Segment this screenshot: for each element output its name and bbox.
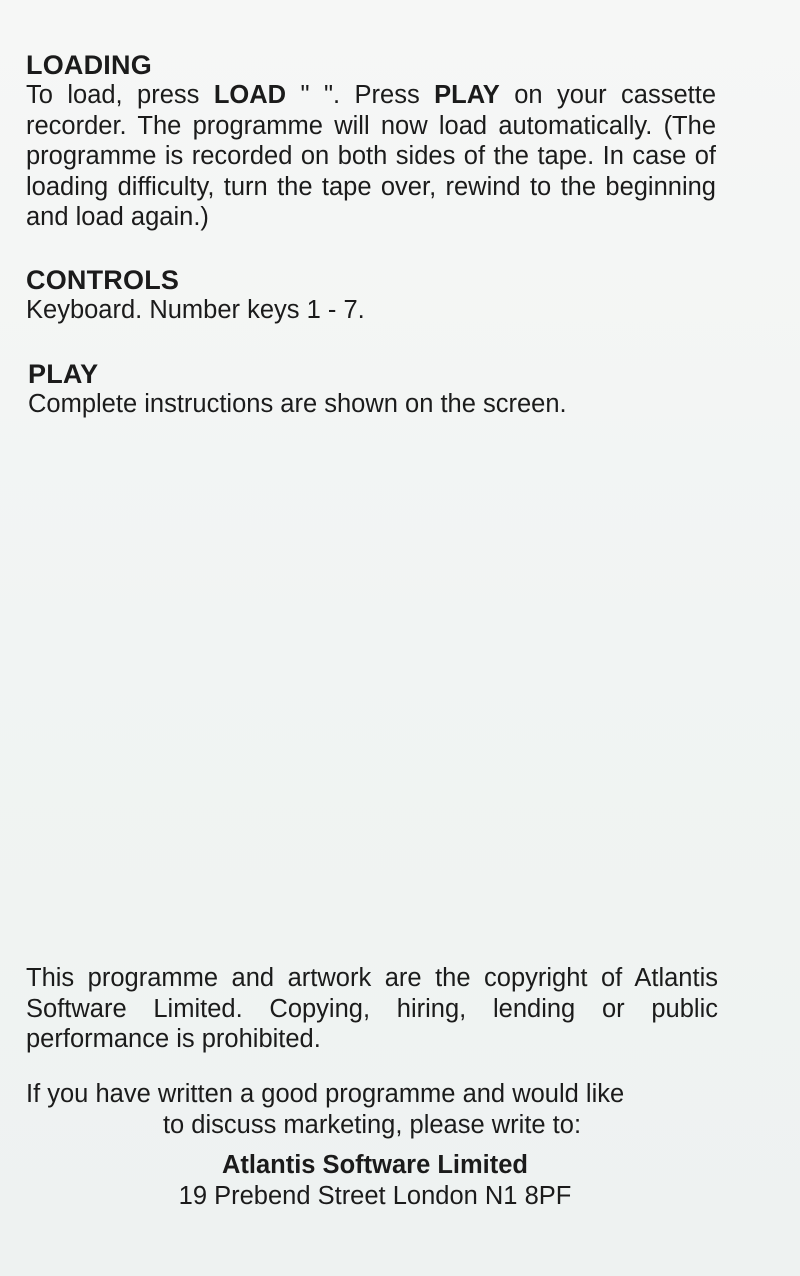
copyright-text: This programme and artwork are the copyright of Atlantis Software Limited. Copying, hiring, lending or public performance is prohibited. — [26, 964, 718, 1053]
play-text: Complete instructions are shown on the screen. — [28, 390, 567, 418]
controls-text: Keyboard. Number keys 1 - 7. — [26, 296, 365, 324]
play-section — [28, 359, 718, 420]
copyright-notice — [26, 963, 718, 1055]
controls-section — [26, 265, 716, 326]
company-name: Atlantis Software Limited — [221, 1151, 529, 1179]
load-quotes: " ". Press — [286, 81, 435, 109]
loading-intro: To load, press — [26, 81, 214, 109]
play-keyword: PLAY — [434, 81, 500, 109]
marketing-line-1: If you have written a good programme and would like — [26, 1080, 625, 1108]
company-address: 19 Prebend Street London N1 8PF — [178, 1182, 572, 1210]
contact-block — [0, 1150, 750, 1212]
loading-rest: on your cassette recorder. The programme will now load automatically. (The programme is recorded on both sides of the tape. In case of loading difficulty, turn the tape over, rewind to the beginning and load again.) — [26, 81, 716, 231]
loading-section — [26, 50, 716, 233]
marketing-notice — [26, 1079, 718, 1140]
loading-heading: LOADING — [26, 50, 152, 80]
marketing-line-2: to discuss marketing, please write to: — [162, 1110, 582, 1139]
controls-heading: CONTROLS — [26, 265, 180, 295]
loading-instructions — [26, 80, 716, 233]
load-keyword: LOAD — [213, 81, 287, 109]
play-heading: PLAY — [28, 359, 99, 389]
